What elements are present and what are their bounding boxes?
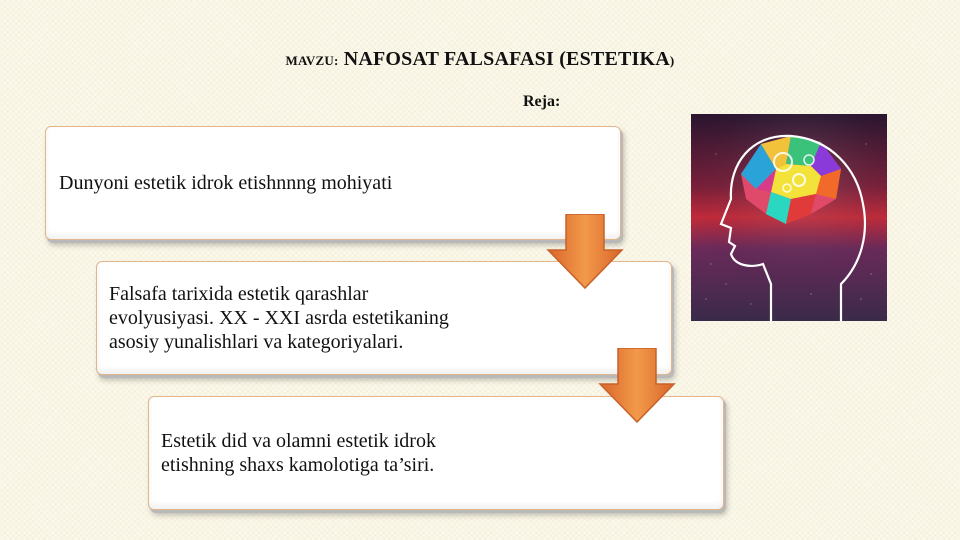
plan-item-1	[45, 126, 621, 240]
down-arrow-icon	[546, 214, 624, 290]
down-arrow-icon	[598, 348, 676, 424]
plan-item-2-text: Falsafa tarixida estetik qarashlar evolyusiyasi. XX - XXI asrda estetikaning asosiy yunalishlari va kategoriyalari.	[109, 283, 449, 353]
slide-title	[0, 48, 960, 71]
title-topic: NAFOSAT FALSAFASI (ESTETIKA	[343, 48, 670, 70]
head-profile-brain-gears-icon	[691, 114, 887, 321]
head-brain-illustration	[691, 114, 887, 321]
plan-item-3-text: Estetik did va olamni estetik idrok etishning shaxs kamolotiga ta’siri.	[161, 430, 436, 476]
plan-label: Reja:	[523, 93, 561, 110]
plan-item-1-text: Dunyoni estetik idrok etishnnng mohiyati	[59, 172, 393, 194]
title-prefix: MAVZU:	[285, 53, 339, 68]
title-close: )	[669, 53, 675, 68]
